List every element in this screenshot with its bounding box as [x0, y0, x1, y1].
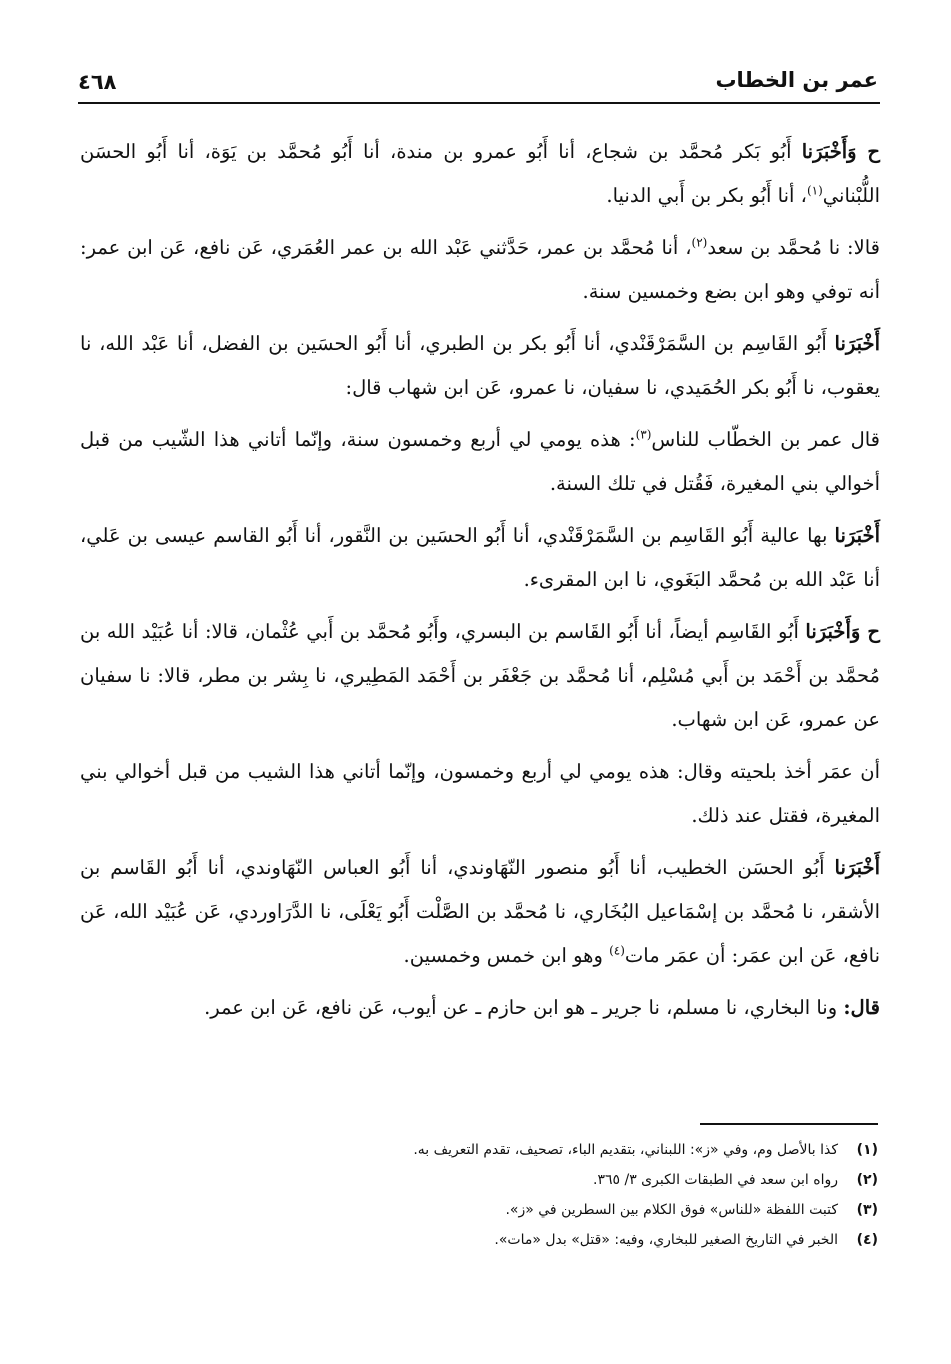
- paragraph-tail: : هذه يومي لي أربع وخمسون سنة، وإنّما أتاني هذا الشّيب من قبل أخوالي بني المغيرة، فَقُتل في تلك السنة.: [80, 428, 880, 495]
- footnotes: [120, 1135, 878, 1255]
- paragraph: [80, 750, 880, 838]
- paragraph-text: ونا البخاري، نا مسلم، نا جرير ـ هو ابن حازم ـ عن أيوب، عَن نافع، عَن ابن عمر.: [204, 996, 844, 1019]
- paragraph-lead: قال:: [843, 996, 880, 1019]
- paragraph: [80, 130, 880, 218]
- footnote: [120, 1165, 878, 1195]
- paragraph: [80, 514, 880, 602]
- paragraph: [80, 986, 880, 1030]
- footnote-number: (٣): [856, 1202, 878, 1218]
- paragraph: [80, 226, 880, 314]
- paragraph-lead: ح وَأَخْبَرَنا: [801, 140, 880, 163]
- paragraph-text: أَبُو بَكر مُحمَّد بن شجاع، أنا أَبُو عمرو بن مندة، أنا أَبُو مُحمَّد بن يَوَة، أنا أَبُو الحسَن اللُّبْناني: [80, 140, 880, 207]
- paragraph-text: أَبُو الحسَن الخطيب، أنا أَبُو منصور النّهَاوندي، أنا أَبُو العباس النّهَاوندي، أنا أَبُو القَاسم بن الأشقر، نا مُحمَّد بن إسْمَاعيل البُخَاري، نا مُحمَّد بن الصَّلْت أَبُو يَعْلَى، نا الدَّرَاوردي، عَن عُبَيْد الله، عَن نافع، عَن ابن عمَر: أن عمَر مات: [80, 856, 880, 967]
- paragraph: [80, 418, 880, 506]
- paragraph-tail: وهو ابن خمس وخمسين.: [403, 944, 610, 967]
- paragraph-tail: ، أنا مُحمَّد بن عمر، حَدَّثني عَبْد الله بن عمر العُمَري، عَن نافع، عَن ابن عمر: أنه توفي وهو ابن بضع وخمسين سنة.: [80, 236, 880, 303]
- paragraph: [80, 846, 880, 978]
- footnote-divider: [700, 1123, 878, 1125]
- paragraph-lead: أَخْبَرَنا: [834, 856, 880, 879]
- paragraph: [80, 610, 880, 742]
- footnote-number: (٢): [856, 1172, 878, 1188]
- running-header: [78, 62, 878, 102]
- footnote-number: (١): [856, 1142, 878, 1158]
- footnote: [120, 1135, 878, 1165]
- footnote-ref: (٤): [609, 943, 625, 958]
- paragraph-text: أَبُو القَاسِم بن السَّمَرْقَنْدي، أنا أَبُو بكر بن الطبري، أنا أَبُو الحسَين بن الفضل، أنا عَبْد الله، نا يعقوب، نا أَبُو بكر الحُمَيدي، نا سفيان، نا عمرو، عَن ابن شهاب قال:: [80, 332, 880, 399]
- paragraph-lead: أَخْبَرَنا: [834, 524, 880, 547]
- paragraph-text: أن عمَر أخذ بلحيته وقال: هذه يومي لي أربع وخمسون، وإنّما أتاني هذا الشيب من قبل أخوالي بني المغيرة، فقتل عند ذلك.: [80, 760, 880, 827]
- footnote-text: كتبت اللفظة «للناس» فوق الكلام بين السطرين في «ز».: [505, 1202, 838, 1218]
- footnote: [120, 1225, 878, 1255]
- paragraph-lead: ح وَأَخْبَرَنا: [805, 620, 880, 643]
- footnote-ref: (٢): [691, 235, 708, 250]
- paragraph-text: قال عمر بن الخطّاب للناس: [651, 428, 880, 451]
- paragraph-text: قالا: نا مُحمَّد بن سعد: [707, 236, 880, 259]
- footnote-number: (٤): [856, 1232, 878, 1248]
- footnote: [120, 1195, 878, 1225]
- footnote-ref: (١): [806, 183, 823, 198]
- page-number: ٤٦٨: [78, 70, 117, 94]
- footnote-text: رواه ابن سعد في الطبقات الكبرى ٣/ ٣٦٥.: [593, 1172, 838, 1188]
- main-text: [80, 130, 880, 1038]
- paragraph-lead: أَخْبَرَنا: [834, 332, 880, 355]
- footnote-text: كذا بالأصل وم، وفي «ز»: اللبناني، بتقديم الباء، تصحيف، تقدم التعريف به.: [413, 1142, 838, 1158]
- footnote-text: الخبر في التاريخ الصغير للبخاري، وفيه: «قتل» بدل «مات».: [494, 1232, 838, 1248]
- paragraph: [80, 322, 880, 410]
- paragraph-tail: ، أنا أَبُو بكر بن أَبي الدنيا.: [606, 184, 807, 207]
- paragraph-text: بها عالية أَبُو القَاسِم بن السَّمَرْقَنْدي، أنا أَبُو الحسَين بن النَّقور، أنا أَبُو القاسم عيسى بن عَلي، أنا عَبْد الله بن مُحمَّد البَغَوي، نا ابن المقرىء.: [80, 524, 880, 591]
- header-title: عمر بن الخطاب: [715, 68, 878, 92]
- header-divider: [78, 102, 880, 104]
- paragraph-text: أَبُو القَاسِم أيضاً، أنا أَبُو القَاسم بن البسري، وأَبُو مُحمَّد بن أَبي عُثْمان، قالا: أنا عُبَيْد الله بن مُحمَّد بن أَحْمَد بن أَبي مُسْلِم، أنا مُحمَّد بن جَعْفَر بن أَحْمَد المَطِيري، نا بِشر بن مطر، قالا: نا سفيان عن عمرو، عَن ابن شهاب.: [80, 620, 880, 731]
- footnote-ref: (٣): [635, 427, 652, 442]
